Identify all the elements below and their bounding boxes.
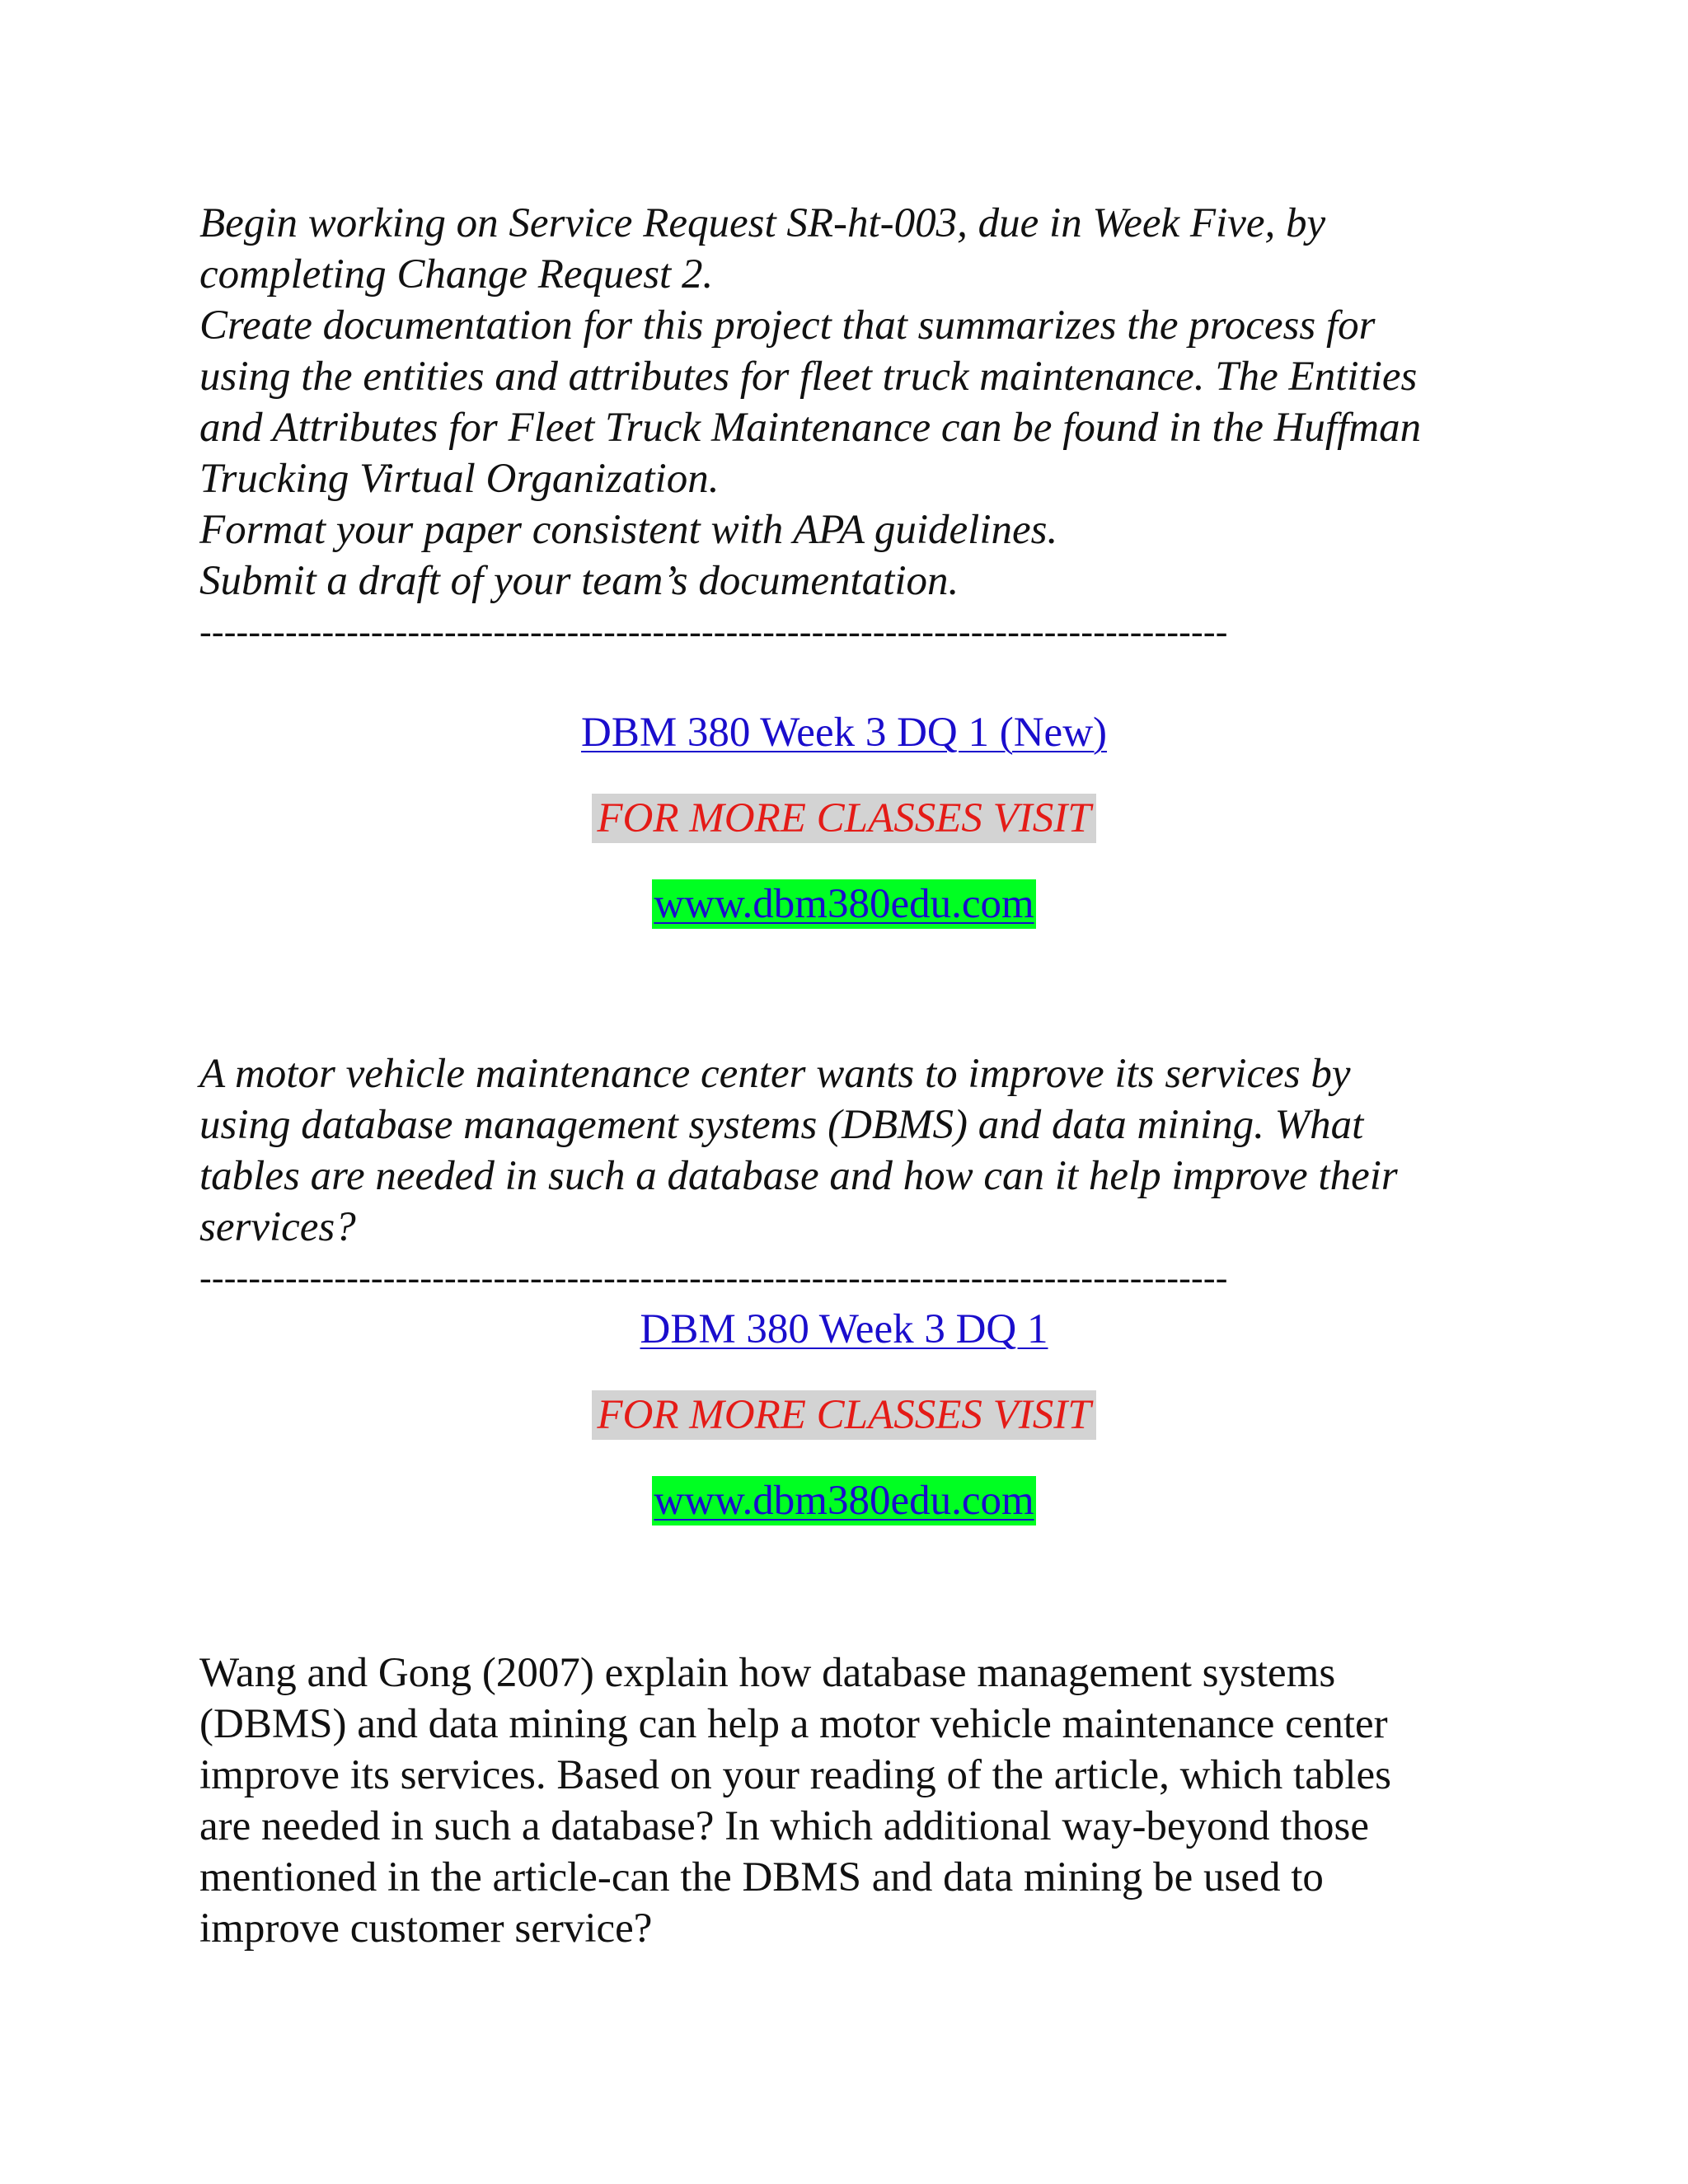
- instruction-line: Create documentation for this project that summarizes the process for: [199, 302, 1376, 349]
- listing-title-row: [0, 1304, 1688, 1355]
- body-line: improve customer service?: [199, 1905, 653, 1952]
- body-paragraph: [199, 1647, 1551, 1954]
- body-line: are needed in such a database? In which additional way-beyond those: [199, 1803, 1369, 1849]
- instruction-line: Submit a draft of your team’s documentation.: [199, 558, 959, 604]
- assignment-instructions: [199, 198, 1551, 607]
- website-link[interactable]: www.dbm380edu.com: [654, 881, 1034, 927]
- url-row: [0, 1475, 1688, 1526]
- instruction-line: Trucking Virtual Organization.: [199, 456, 720, 502]
- body-line: (DBMS) and data mining can help a motor vehicle maintenance center: [199, 1701, 1388, 1747]
- question-line: services?: [199, 1204, 356, 1250]
- body-line: improve its services. Based on your reading of the article, which tables: [199, 1752, 1391, 1798]
- question-line: tables are needed in such a database and how can it help improve their: [199, 1153, 1398, 1199]
- question-line: using database management systems (DBMS) and data mining. What: [199, 1102, 1364, 1148]
- body-line: Wang and Gong (2007) explain how database management systems: [199, 1650, 1336, 1696]
- instruction-line: and Attributes for Fleet Truck Maintenance can be found in the Huffman: [199, 405, 1422, 451]
- body-line: mentioned in the article-can the DBMS and data mining be used to: [199, 1854, 1324, 1900]
- visit-banner-row: [0, 793, 1688, 844]
- instruction-line: completing Change Request 2.: [199, 251, 714, 298]
- question-paragraph: [199, 1048, 1551, 1253]
- more-classes-banner: FOR MORE CLASSES VISIT: [592, 1390, 1095, 1440]
- course-link-title[interactable]: DBM 380 Week 3 DQ 1: [640, 1306, 1048, 1352]
- dashed-divider: ------------------------------------------------------------------------------------: [199, 612, 1228, 652]
- listing-title-row: [0, 707, 1688, 758]
- url-row: [0, 879, 1688, 930]
- instruction-line: using the entities and attributes for fleet truck maintenance. The Entities: [199, 354, 1418, 400]
- website-link[interactable]: www.dbm380edu.com: [654, 1478, 1034, 1524]
- visit-banner-row: [0, 1390, 1688, 1441]
- question-line: A motor vehicle maintenance center wants to improve its services by: [199, 1051, 1351, 1097]
- more-classes-banner: FOR MORE CLASSES VISIT: [592, 794, 1095, 843]
- discussion-question: [199, 1048, 1551, 1253]
- course-link-title[interactable]: DBM 380 Week 3 DQ 1 (New): [580, 710, 1108, 756]
- dashed-divider: ------------------------------------------------------------------------------------: [199, 1258, 1228, 1298]
- instruction-line: Begin working on Service Request SR-ht-003, due in Week Five, by: [199, 200, 1326, 246]
- discussion-body: [199, 1647, 1551, 1954]
- instructions-paragraph: [199, 198, 1551, 607]
- instruction-line: Format your paper consistent with APA guidelines.: [199, 507, 1058, 553]
